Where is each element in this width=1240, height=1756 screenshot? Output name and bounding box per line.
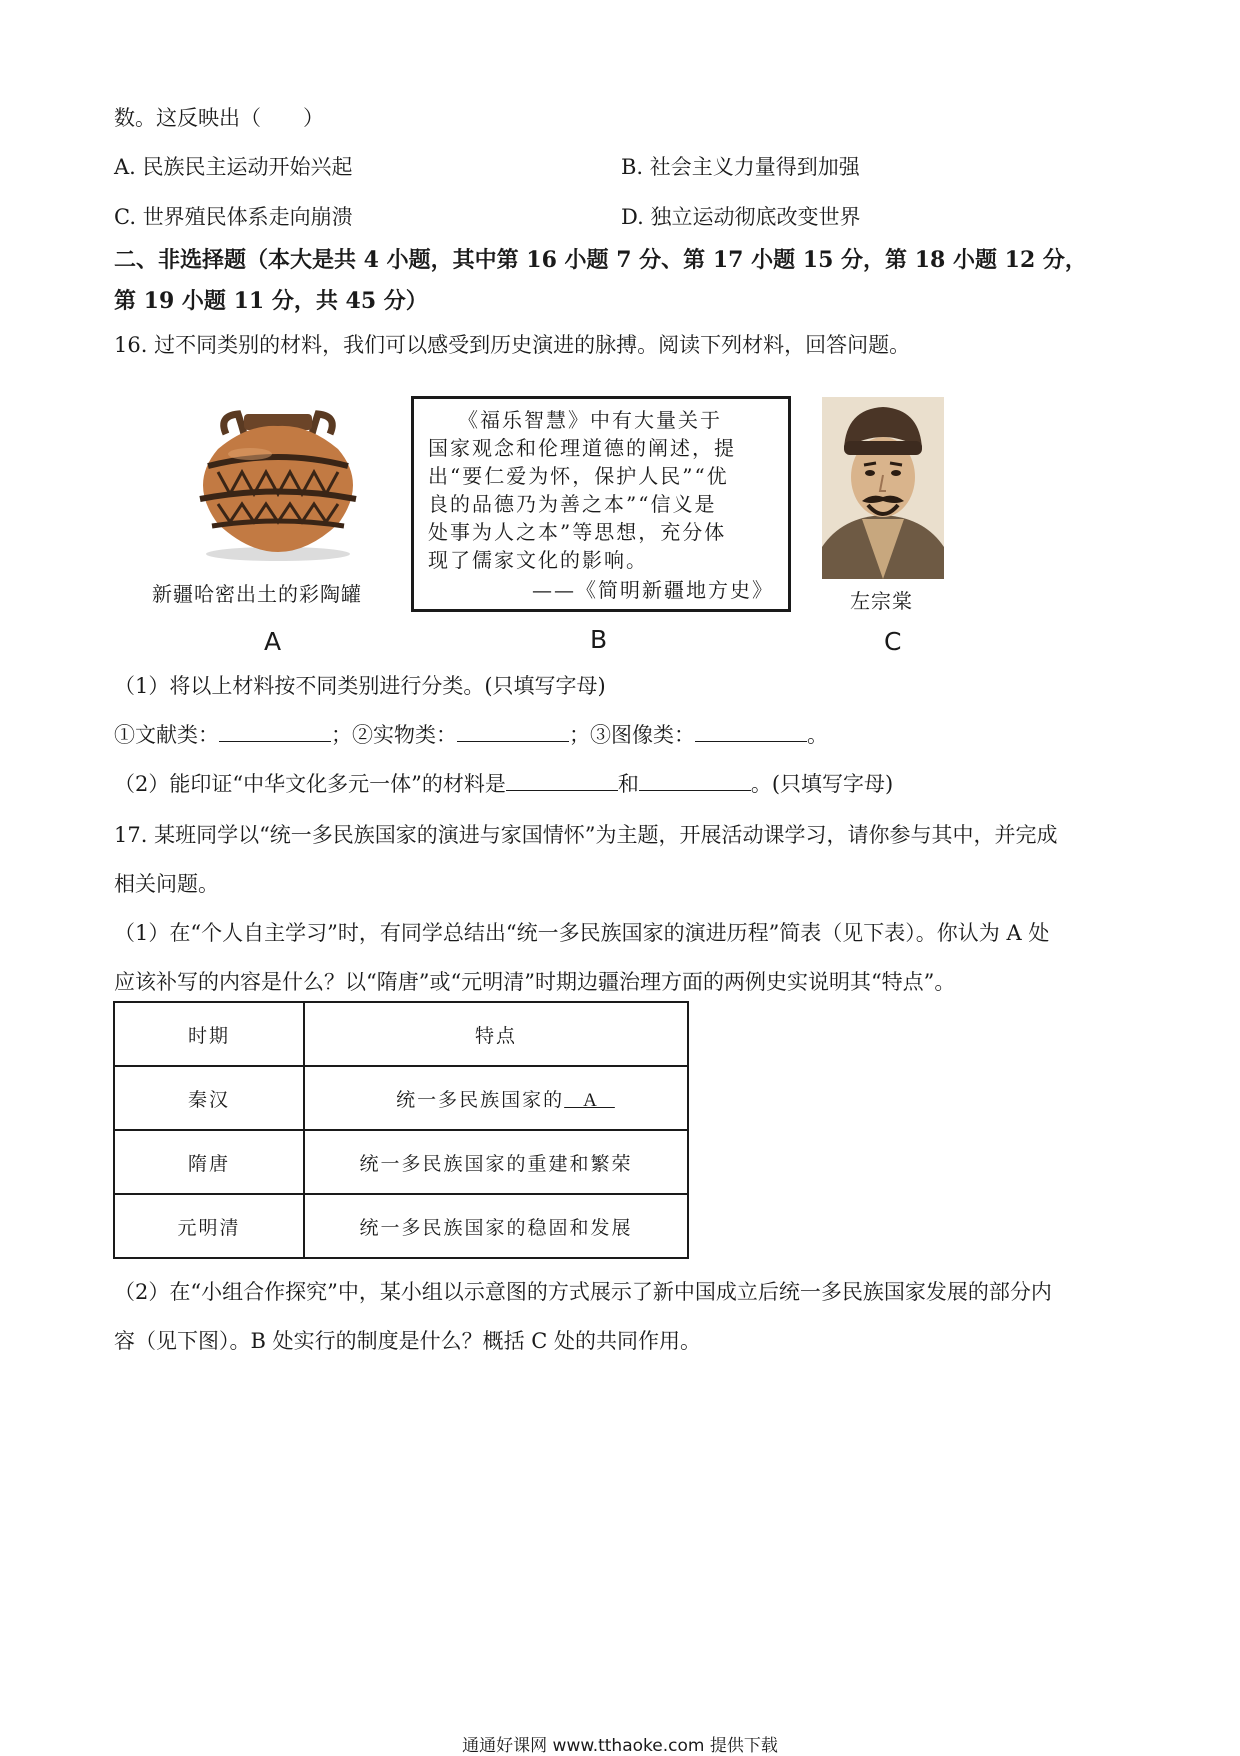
answer-blank[interactable] [219,721,331,742]
option-text: 民族民主运动开始兴起 [142,155,353,179]
figure-c-letter: C [884,627,902,656]
quote-source: ——《简明新疆地方史》 [532,578,774,602]
q16-sub2 [114,770,893,798]
q17-sub1-line1: （1）在“个人自主学习”时，有同学总结出“统一多民族国家的演进历程”简表（见下表）。你认为 A 处 [114,921,1050,945]
q16-sub1: （1）将以上材料按不同类别进行分类。(只填写字母) [114,674,606,698]
fill-label: ①文献类： [114,723,219,747]
table-cell-period: 秦汉 [114,1066,304,1130]
q15-option-d [621,203,860,231]
sub2-text: 和 [617,772,639,796]
period-table [113,1001,689,1259]
quote-line: 处事为人之本”等思想，充分体 [428,520,727,544]
section2-heading-line2: 第 19 小题 11 分，共 45 分） [114,288,428,314]
pottery-jar-image [178,404,378,564]
table-row [114,1066,688,1130]
figure-c-caption: 左宗棠 [850,589,913,613]
sub2-text: （2）能印证“中华文化多元一体”的材料是 [114,772,506,796]
quotation-box [411,396,791,612]
q16-fill-line [114,721,828,749]
option-letter: C. [114,205,136,229]
table-cell-period: 元明清 [114,1194,304,1258]
q16-stem: 16. 过不同类别的材料，我们可以感受到历史演进的脉搏。阅读下列材料，回答问题。 [114,333,911,357]
quote-line: 现了儒家文化的影响。 [428,548,648,572]
figure-b-letter: B [590,625,608,654]
option-letter: A. [114,155,136,179]
quote-line: 良的品德乃为善之本”“信义是 [428,492,717,516]
quote-line: 国家观念和伦理道德的阐述，提 [428,436,736,460]
answer-blank[interactable] [639,770,751,791]
quote-line: 出“要仁爱为怀，保护人民”“优 [428,464,729,488]
fill-end: 。 [807,723,828,747]
q17-sub2-line2: 容（见下图）。B 处实行的制度是什么？概括 C 处的共同作用。 [114,1329,702,1353]
section2-heading-line1: 二、非选择题（本大是共 4 小题，其中第 16 小题 7 分、第 17 小题 15 分，第 18 小题 12 分， [114,247,1087,273]
option-text: 独立运动彻底改变世界 [650,205,861,229]
table-cell-period: 隋唐 [114,1130,304,1194]
table-row [114,1194,688,1258]
fill-label: ；③图像类： [569,723,695,747]
figure-a-caption: 新疆哈密出土的彩陶罐 [152,582,362,606]
option-letter: D. [621,205,644,229]
table-cell-feature [304,1066,688,1130]
quote-line: 《福乐智慧》中有大量关于 [458,408,722,432]
table-header-row [114,1002,688,1066]
feature-text: 统一多民族国家的 [396,1088,565,1111]
option-text: 社会主义力量得到加强 [649,155,860,179]
option-text: 世界殖民体系走向崩溃 [142,205,353,229]
q17-sub2-line1: （2）在“小组合作探究”中，某小组以示意图的方式展示了新中国成立后统一多民族国家发展的部分内 [114,1280,1052,1304]
table-cell-feature: 统一多民族国家的稳固和发展 [304,1194,688,1258]
table-row [114,1130,688,1194]
table-header-period: 时期 [114,1002,304,1066]
q15-option-a [114,153,353,181]
figure-a-letter: A [264,627,282,656]
table-header-feature: 特点 [304,1002,688,1066]
answer-blank[interactable] [457,721,569,742]
answer-blank-a[interactable]: A [564,1089,615,1111]
table-cell-feature: 统一多民族国家的重建和繁荣 [304,1130,688,1194]
answer-blank[interactable] [695,721,807,742]
sub2-text: 。(只填写字母) [750,772,894,796]
q15-stem-end: 数。这反映出（ ） [114,106,324,130]
option-letter: B. [621,155,644,179]
answer-blank[interactable] [506,770,618,791]
q17-stem-line2: 相关问题。 [114,872,219,896]
q17-stem-line1: 17. 某班同学以“统一多民族国家的演进与家国情怀”为主题，开展活动课学习，请你参与其中，并完成 [114,823,1058,847]
portrait-image [822,397,944,579]
q17-sub1-line2: 应该补写的内容是什么？以“隋唐”或“元明清”时期边疆治理方面的两例史实说明其“特点”。 [114,970,956,994]
fill-label: ；②实物类： [331,723,457,747]
page-footer: 通通好课网 www.tthaoke.com 提供下载 [462,1736,778,1756]
q15-option-b [621,153,860,181]
q15-option-c [114,203,353,231]
